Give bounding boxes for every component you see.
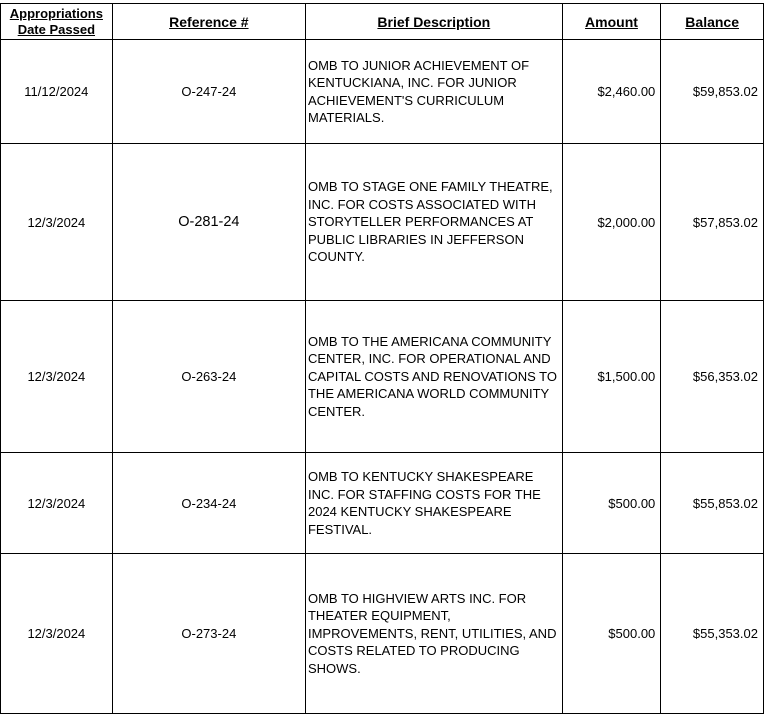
amount-cell: $2,000.00 (562, 144, 661, 301)
balance-cell: $55,853.02 (661, 453, 764, 554)
table-row (1, 301, 764, 453)
date-cell: 12/3/2024 (1, 453, 113, 554)
description-cell: OMB TO JUNIOR ACHIEVEMENT OF KENTUCKIANA, INC. FOR JUNIOR ACHIEVEMENT'S CURRICULUM MATERIALS. (305, 40, 562, 144)
reference-cell: O-234-24 (112, 453, 305, 554)
amount-cell: $1,500.00 (562, 301, 661, 453)
header-balance: Balance (661, 4, 764, 40)
description-cell: OMB TO STAGE ONE FAMILY THEATRE, INC. FOR COSTS ASSOCIATED WITH STORYTELLER PERFORMANCES AT PUBLIC LIBRARIES IN JEFFERSON COUNTY. (305, 144, 562, 301)
header-date-passed (1, 4, 113, 40)
balance-cell: $56,353.02 (661, 301, 764, 453)
header-reference: Reference # (112, 4, 305, 40)
reference-cell: O-281-24 (112, 144, 305, 301)
date-cell: 12/3/2024 (1, 144, 113, 301)
date-cell: 12/3/2024 (1, 301, 113, 453)
table-row (1, 554, 764, 714)
balance-cell: $55,353.02 (661, 554, 764, 714)
balance-cell: $57,853.02 (661, 144, 764, 301)
table-row (1, 453, 764, 554)
reference-cell: O-263-24 (112, 301, 305, 453)
description-cell: OMB TO THE AMERICANA COMMUNITY CENTER, INC. FOR OPERATIONAL AND CAPITAL COSTS AND RENOVATIONS TO THE AMERICANA WORLD COMMUNITY CENTER. (305, 301, 562, 453)
description-cell: OMB TO HIGHVIEW ARTS INC. FOR THEATER EQUIPMENT, IMPROVEMENTS, RENT, UTILITIES, AND COSTS RELATED TO PRODUCING SHOWS. (305, 554, 562, 714)
description-cell: OMB TO KENTUCKY SHAKESPEARE INC. FOR STAFFING COSTS FOR THE 2024 KENTUCKY SHAKESPEARE FESTIVAL. (305, 453, 562, 554)
amount-cell: $2,460.00 (562, 40, 661, 144)
reference-cell: O-247-24 (112, 40, 305, 144)
header-date-line1: Appropriations (9, 5, 103, 21)
header-description: Brief Description (305, 4, 562, 40)
header-amount: Amount (562, 4, 661, 40)
reference-cell: O-273-24 (112, 554, 305, 714)
balance-cell: $59,853.02 (661, 40, 764, 144)
date-cell: 11/12/2024 (1, 40, 113, 144)
table-row (1, 40, 764, 144)
appropriations-table (0, 3, 764, 714)
amount-cell: $500.00 (562, 554, 661, 714)
amount-cell: $500.00 (562, 453, 661, 554)
date-cell: 12/3/2024 (1, 554, 113, 714)
header-date-line2: Date Passed (17, 21, 96, 37)
table-row (1, 144, 764, 301)
table-header-row (1, 4, 764, 40)
